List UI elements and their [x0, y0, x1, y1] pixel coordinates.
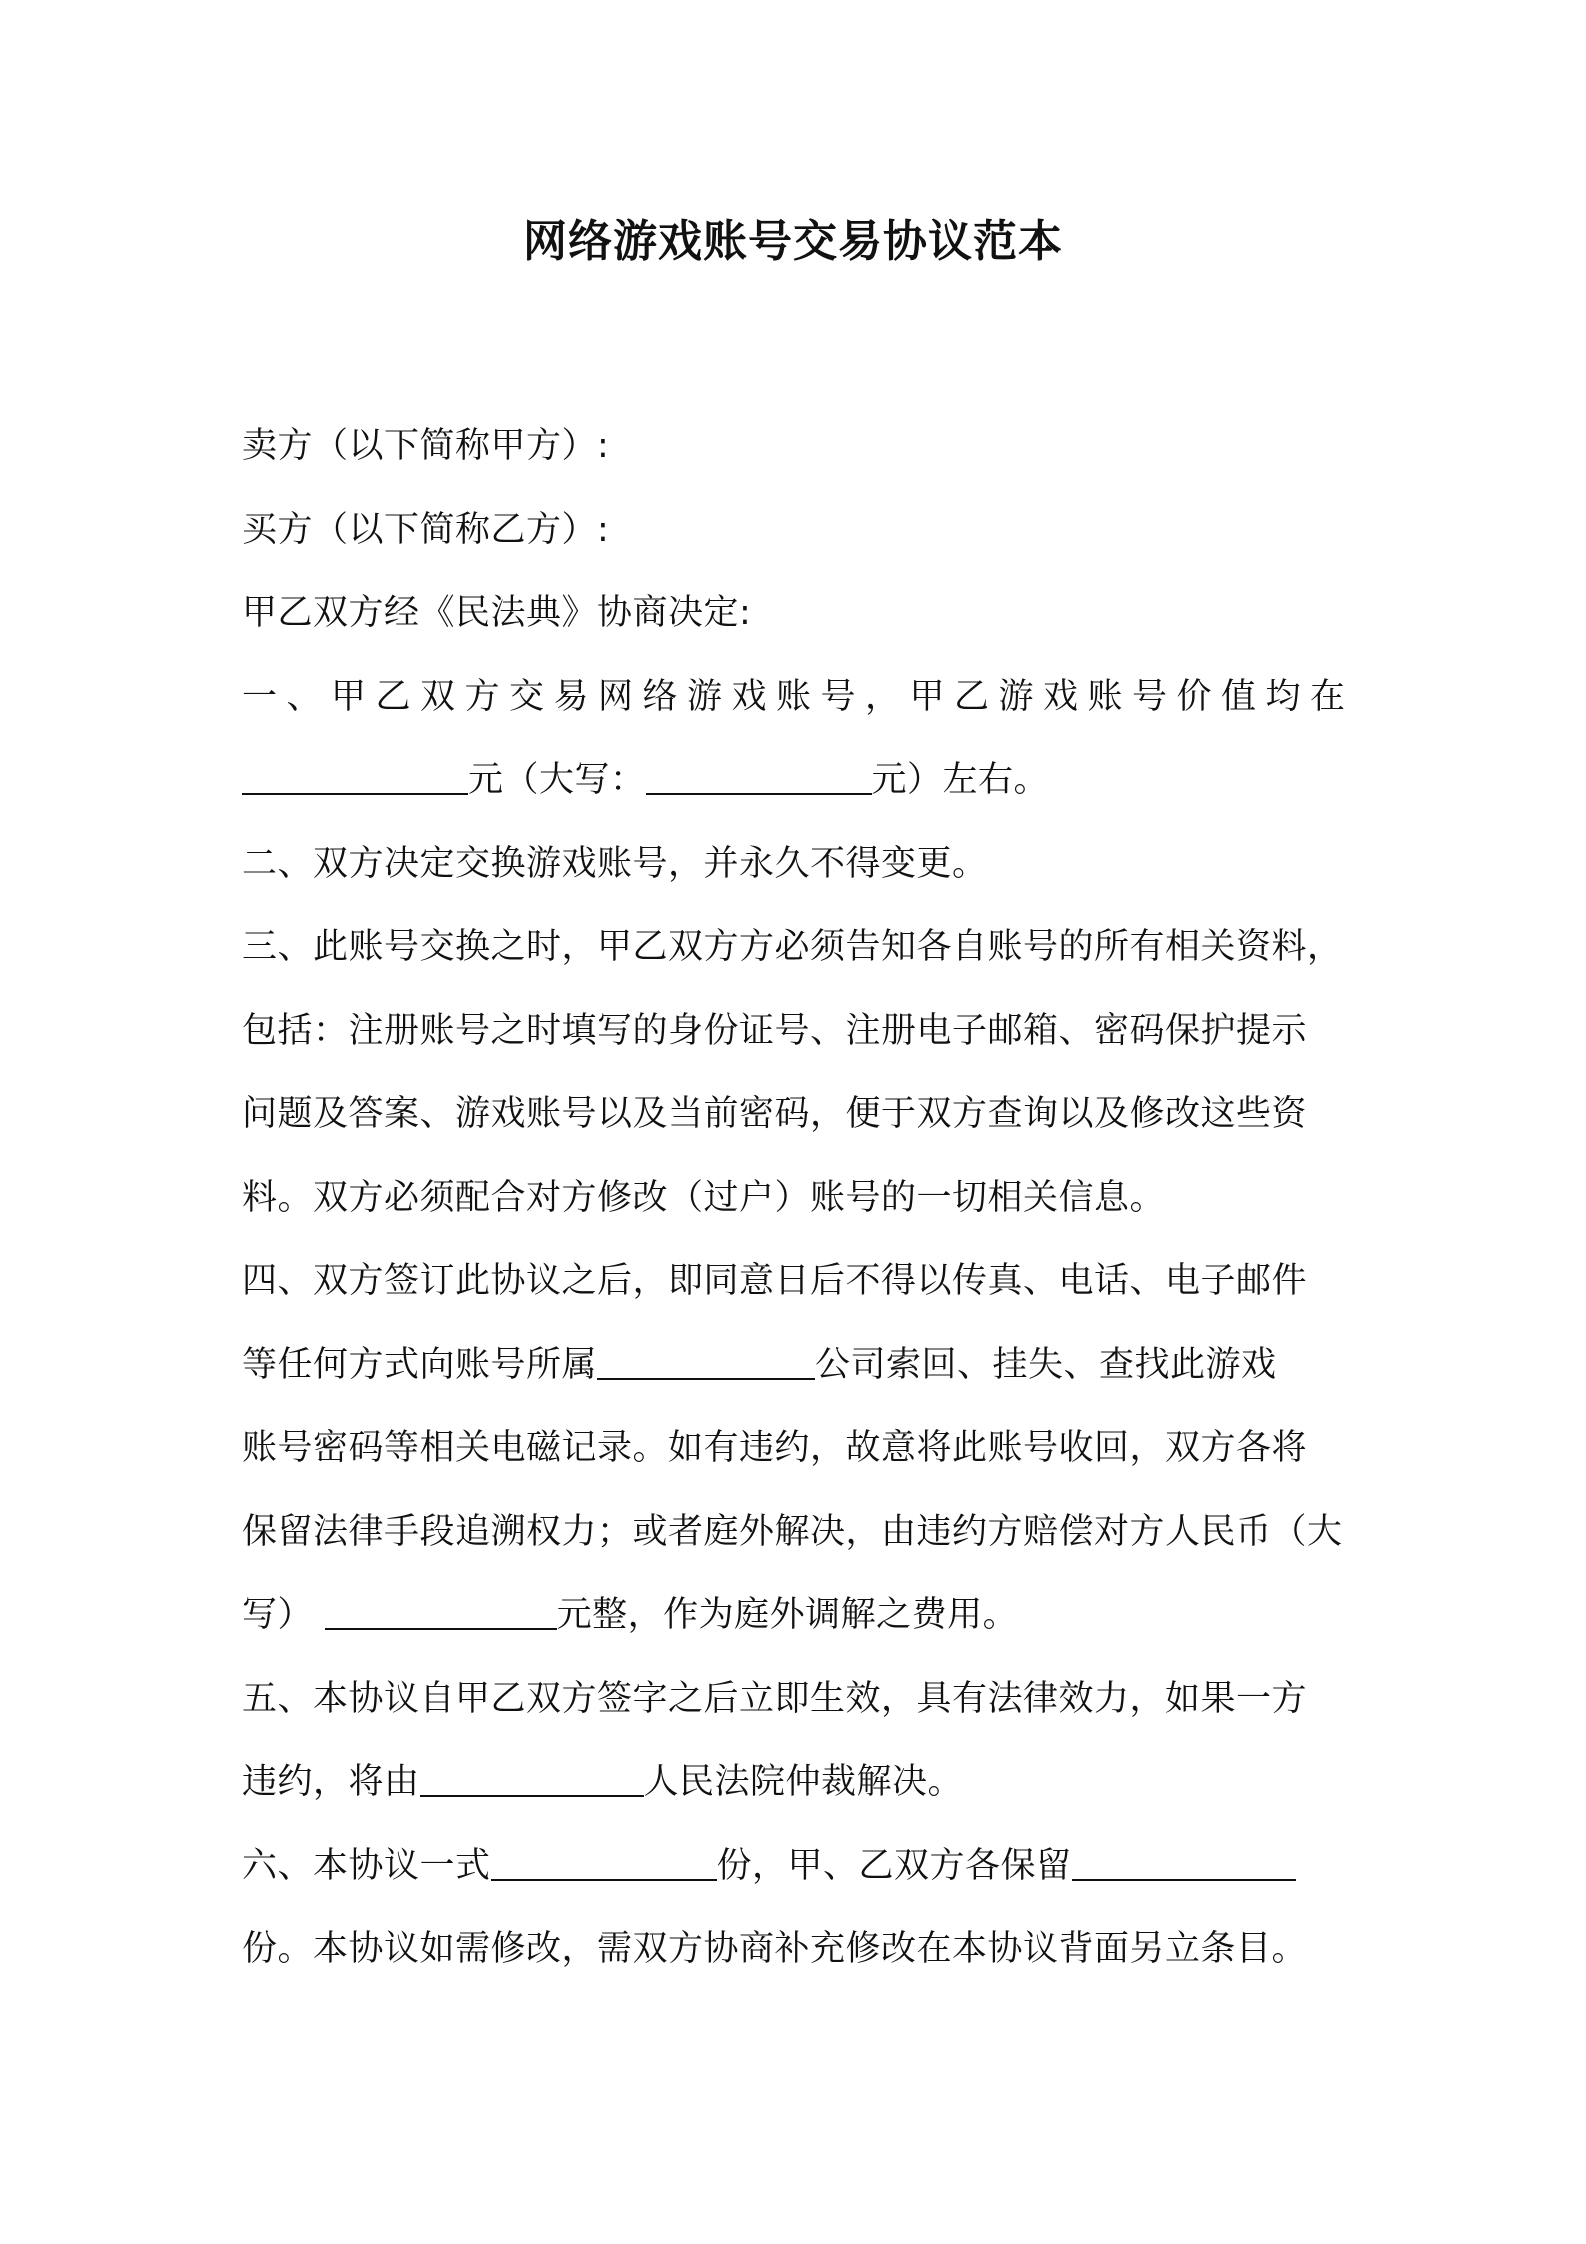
- clause-6-line-1: [242, 1825, 1358, 1909]
- clause-5-text-a: 违约，将由: [242, 1762, 420, 1802]
- value-uppercase-blank: [646, 763, 872, 795]
- clause-3-line-3: 问题及答案、游戏账号以及当前密码，便于双方查询以及修改这些资: [242, 1094, 1308, 1134]
- clause-1-text-a: 元（大写：: [468, 760, 646, 800]
- clause-6-text-a: 六、本协议一式: [242, 1845, 491, 1886]
- clause-4-line-4: 保留法律手段追溯权力；或者庭外解决，由违约方赔偿对方人民币（大: [242, 1511, 1343, 1552]
- clause-5-line-2: [242, 1741, 1358, 1825]
- clause-4-line-2: [242, 1324, 1358, 1408]
- court-blank: [420, 1765, 644, 1797]
- agreement-body: [242, 405, 1358, 1992]
- clause-4-text-a: 等任何方式向账号所属: [242, 1344, 598, 1385]
- clause-4-text-d: 元整，作为庭外调解之费用。: [556, 1595, 1019, 1635]
- clause-4-line-1: 四、双方签订此协议之后，即同意日后不得以传真、电话、电子邮件: [242, 1261, 1308, 1301]
- clause-3-line-2: 包括：注册账号之时填写的身份证号、注册电子邮箱、密码保护提示: [242, 1010, 1308, 1051]
- copies-each-blank: [1072, 1849, 1296, 1881]
- clause-3-line-4: 料。双方必须配合对方修改（过户）账号的一切相关信息。: [242, 1177, 1166, 1218]
- clause-3-line-1: 三、此账号交换之时，甲乙双方方必须告知各自账号的所有相关资料，: [242, 927, 1343, 967]
- seller-line: 卖方（以下简称甲方）:: [242, 426, 610, 466]
- clause-5-text-b: 人民法院仲裁解决。: [643, 1762, 964, 1802]
- copies-blank: [491, 1849, 717, 1881]
- compensation-blank: [325, 1598, 557, 1630]
- clause-4-line-5: [242, 1574, 1358, 1658]
- buyer-line: 买方（以下简称乙方）:: [242, 509, 610, 550]
- clause-1-text-b: 元）左右。: [871, 760, 1050, 800]
- document-title: 网络游戏账号交易协议范本: [523, 216, 1063, 267]
- value-blank: [242, 763, 468, 795]
- clause-2-line: 二、双方决定交换游戏账号，并永久不得变更。: [242, 843, 988, 884]
- clause-1-line-1: 一、甲乙双方交易网络游戏账号，甲乙游戏账号价值均在: [242, 676, 1355, 717]
- company-blank: [597, 1348, 815, 1380]
- clause-6-text-b: 份，甲、乙双方各保留: [716, 1845, 1072, 1886]
- preamble-line: 甲乙双方经《民法典》协商决定:: [242, 593, 752, 633]
- clause-6-line-2: 份。本协议如需修改，需双方协商补充修改在本协议背面另立条目。: [242, 1929, 1308, 1969]
- clause-4-text-c: 写）: [242, 1595, 314, 1635]
- clause-4-text-b: 公司索回、挂失、查找此游戏: [815, 1344, 1277, 1385]
- clause-5-line-1: 五、本协议自甲乙双方签字之后立即生效，具有法律效力，如果一方: [242, 1678, 1308, 1719]
- clause-4-line-3: 账号密码等相关电磁记录。如有违约，故意将此账号收回，双方各将: [242, 1428, 1308, 1468]
- clause-1-line-2: [242, 739, 1358, 823]
